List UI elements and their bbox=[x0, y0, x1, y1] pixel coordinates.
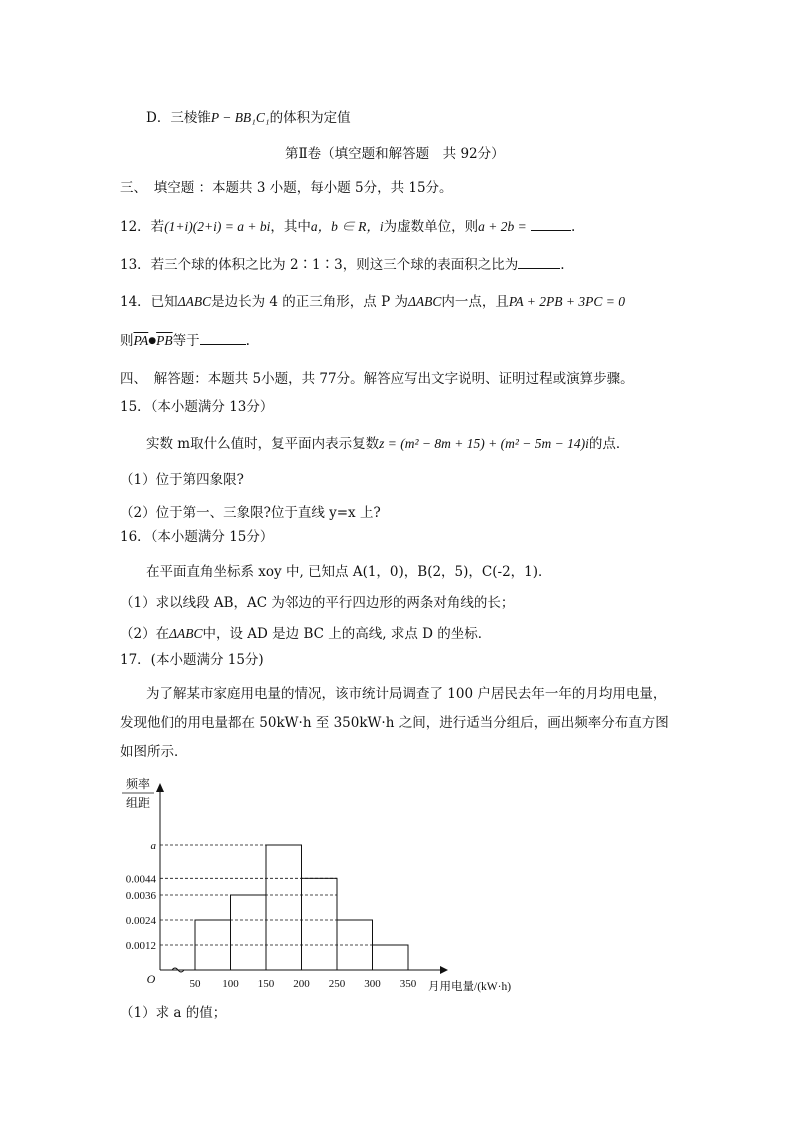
y-tick-label-4: a bbox=[150, 840, 156, 852]
histogram-bar-3 bbox=[302, 878, 338, 970]
q12-expr: (1+i)(2+i) = a + bi bbox=[164, 219, 271, 234]
q15-part1: （1）位于第四象限? bbox=[120, 472, 244, 488]
question-14-line2 bbox=[120, 330, 250, 351]
x-tick-label-0: 50 bbox=[189, 978, 201, 990]
q12-answer-blank[interactable] bbox=[531, 216, 571, 231]
q14b-prefix: 则 bbox=[120, 333, 134, 349]
x-tick-label-6: 350 bbox=[399, 978, 417, 990]
question-14 bbox=[120, 292, 625, 312]
q14-mid: 是边长为 4 的正三角形，点 P 为 bbox=[211, 294, 408, 310]
section4-header: 四、 解答题：本题共 5小题，共 77分。解答应写出文字说明、证明过程或演算步骤。 bbox=[120, 371, 634, 387]
q13-prefix: 13．若三个球的体积之比为 2∶1∶3，则这三个球的表面积之比为 bbox=[120, 257, 519, 273]
section3-header: 三、 填空题 ：本题共 3 小题，每小题 5分，共 15分。 bbox=[120, 180, 453, 196]
question-13 bbox=[120, 254, 565, 275]
x-tick-label-4: 250 bbox=[328, 978, 346, 990]
q14b-vector-pa: $\overline{PA}$ bbox=[133, 333, 149, 348]
q14-triangle-2: ΔABC bbox=[407, 294, 442, 309]
x-tick-label-2: 150 bbox=[257, 978, 275, 990]
q15-part2: （2）位于第一、三象限?位于直线 y=x 上? bbox=[120, 505, 381, 521]
q17-stem-line1: 为了解某市家庭用电量的情况，该市统计局调查了 100 户居民去年一年的月均用电量， bbox=[146, 686, 667, 702]
origin-label: O bbox=[146, 972, 156, 986]
question-12 bbox=[120, 216, 575, 237]
q14-prefix: 14．已知 bbox=[120, 294, 178, 310]
y-axis-label-top: 频率 bbox=[125, 777, 151, 791]
histogram-bar-1 bbox=[231, 895, 267, 970]
q15-header: 15．（本小题满分 13分） bbox=[120, 399, 274, 415]
x-tick-label-3: 200 bbox=[293, 978, 310, 990]
y-axis-label-bottom: 组距 bbox=[125, 796, 151, 810]
q16-part2-triangle: ΔABC bbox=[169, 626, 203, 641]
q12-target: a + 2b = bbox=[478, 219, 527, 234]
frequency-histogram bbox=[110, 770, 540, 995]
y-tick-label-3: 0.0044 bbox=[125, 873, 156, 886]
y-tick-label-1: 0.0024 bbox=[125, 915, 156, 927]
q14-mid2: 内一点，且 bbox=[441, 294, 509, 310]
option-d-expr: P − BB₁C₁ bbox=[210, 110, 270, 125]
q12-cond: a，b ∈ R，i bbox=[310, 219, 384, 234]
option-d bbox=[146, 108, 351, 128]
q14b-end: . bbox=[245, 333, 250, 349]
q17-header: 17．(本小题满分 15分) bbox=[120, 652, 264, 668]
option-d-suffix: 的体积为定值 bbox=[269, 110, 351, 126]
q14-triangle: ΔABC bbox=[177, 294, 212, 309]
q13-end: . bbox=[560, 257, 565, 273]
q16-part2-suffix: 中，设 AD 是边 BC 上的高线, 求点 D 的坐标． bbox=[202, 626, 492, 642]
q14b-suffix: 等于 bbox=[172, 333, 200, 349]
x-tick-label-1: 100 bbox=[222, 978, 239, 990]
q12-prefix: 12．若 bbox=[120, 219, 165, 235]
q14-vector-equation: PA + 2PB + 3PC = 0 bbox=[508, 294, 625, 309]
q14-answer-blank[interactable] bbox=[200, 330, 246, 345]
x-tick-label-5: 300 bbox=[364, 978, 381, 990]
q16-stem: 在平面直角坐标系 xoy 中, 已知点 A(1，0)，B(2，5)，C(-2，1)． bbox=[146, 564, 552, 580]
q16-part2 bbox=[120, 624, 491, 644]
histogram-bar-5 bbox=[373, 945, 409, 970]
histogram-bar-2 bbox=[266, 845, 302, 970]
q17-stem-line2: 发现他们的用电量都在 50kW·h 至 350kW·h 之间，进行适当分组后，画出频率分布直方图 bbox=[120, 715, 669, 731]
q15-stem-suffix: 的点． bbox=[588, 436, 630, 452]
q15-stem-expr: z = (m² − 8m + 15) + (m² − 5m − 14)i bbox=[379, 436, 589, 451]
x-axis-arrow bbox=[440, 966, 448, 974]
q16-part1: （1）求以线段 AB，AC 为邻边的平行四边形的两条对角线的长； bbox=[120, 595, 515, 611]
x-axis-label: 月用电量/(kW·h) bbox=[428, 981, 512, 993]
q12-mid: ，其中 bbox=[270, 219, 311, 235]
q12-end: . bbox=[571, 219, 576, 235]
q16-part2-prefix: （2）在 bbox=[120, 626, 170, 642]
q14b-dot: ● bbox=[148, 336, 157, 346]
y-axis-arrow bbox=[156, 783, 164, 792]
q17-stem-line3: 如图所示． bbox=[120, 744, 188, 760]
q16-header: 16．（本小题满分 15分） bbox=[120, 529, 274, 545]
y-tick-label-2: 0.0036 bbox=[125, 890, 156, 902]
q14b-vector-pb: $\overline{PB}$ bbox=[156, 333, 173, 348]
y-tick-label-0: 0.0012 bbox=[125, 940, 156, 952]
part2-header: 第Ⅱ卷（填空题和解答题 共 92分） bbox=[285, 146, 505, 162]
q15-stem bbox=[146, 434, 629, 454]
q12-suffix: 为虚数单位，则 bbox=[383, 219, 479, 235]
q13-answer-blank[interactable] bbox=[518, 254, 560, 269]
q17-part1: （1）求 a 的值； bbox=[120, 1005, 227, 1021]
q15-stem-prefix: 实数 m取什么值时，复平面内表示复数 bbox=[146, 436, 380, 452]
option-d-prefix: D．三棱锥 bbox=[146, 110, 211, 126]
